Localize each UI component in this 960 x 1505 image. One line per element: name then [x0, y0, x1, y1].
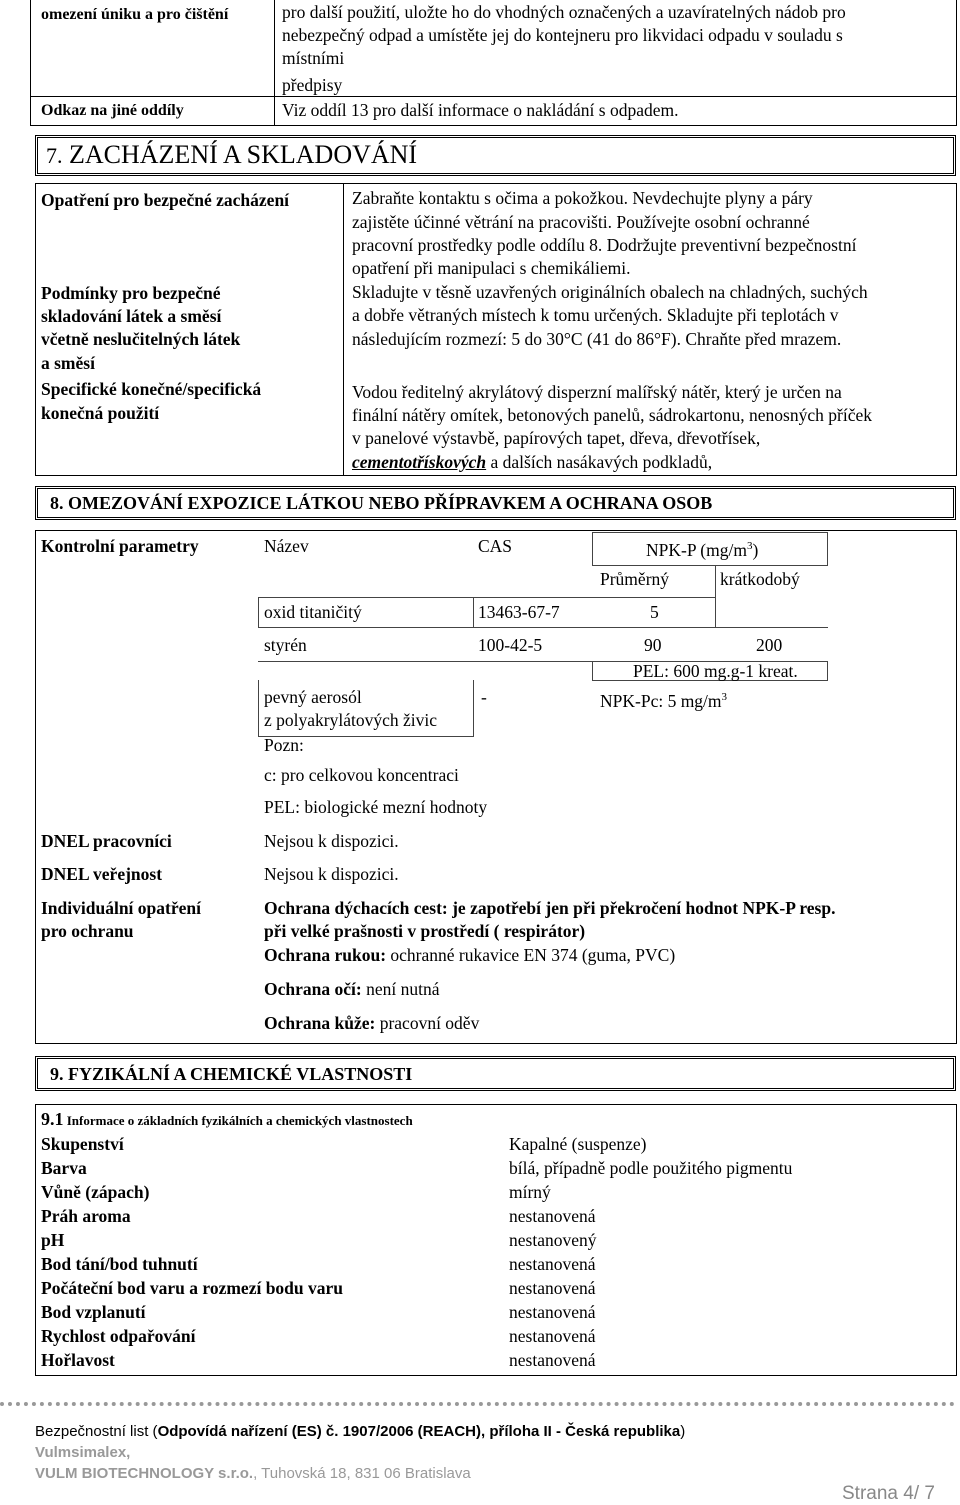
- substance-2-short: 200: [756, 635, 783, 655]
- note-pel: PEL: biologické mezní hodnoty: [264, 797, 488, 817]
- section7-uses-line-4: [352, 451, 712, 474]
- footer-company-line: [35, 1464, 471, 1484]
- section7-label-storage-2: skladování látek a směsí: [41, 306, 222, 326]
- footer-address: , Tuhovská 18, 831 06 Bratislava: [253, 1465, 471, 1482]
- section7-label-handling: Opatření pro bezpečné zacházení: [41, 190, 290, 210]
- hands-value: ochranné rukavice EN 374 (guma, PVC): [386, 945, 676, 965]
- col-npk-sup: 3: [746, 540, 753, 552]
- section7-handling-line-3: pracovní prostředky podle oddílu 8. Dodržujte preventivní bezpečnostní: [352, 235, 857, 255]
- section7-label-storage-4: a směsí: [41, 353, 95, 373]
- hands-protection: [264, 944, 675, 967]
- footer-suffix: ): [680, 1423, 686, 1440]
- section6-text-line-2: nebezpečný odpad a umístěte jej do kontejneru pro likvidaci odpadu v souladu s: [282, 25, 843, 45]
- section9-sub-text: Informace o základních fyzikálních a chemických vlastnostech: [63, 1113, 413, 1128]
- section6-row-divider: [30, 96, 957, 97]
- aerosol-npk-text: NPK-Pc: 5 mg/m: [600, 690, 722, 711]
- avg-col-line: [715, 566, 716, 628]
- section7-uses-rest: a dalších nasákavých podkladů,: [486, 452, 713, 472]
- dnel-public-label: DNEL veřejnost: [41, 864, 163, 884]
- section7-heading-number: 7.: [46, 143, 63, 168]
- property-label: pH: [41, 1230, 65, 1250]
- skin-value: pracovní oděv: [375, 1013, 480, 1033]
- section6-label-containment: omezení úniku a pro čištění: [41, 6, 229, 23]
- col-avg-header: Průměrný: [600, 569, 670, 589]
- property-value: nestanovená: [509, 1326, 596, 1346]
- section9-sub-number: 9.1: [41, 1109, 64, 1129]
- aerosol-name-col-line: [258, 680, 259, 737]
- eyes-value: není nutná: [361, 979, 440, 999]
- aerosol-npk: [600, 686, 727, 713]
- control-parameters-label: Kontrolní parametry: [41, 536, 199, 556]
- section7-uses-line-3: v panelové výstavbě, papírových tapet, dřeva, dřevotřísek,: [352, 428, 761, 448]
- section7-label-storage-1: Podmínky pro bezpečné: [41, 283, 221, 303]
- substance-2-cas: 100-42-5: [478, 635, 543, 655]
- section6-label-references: Odkaz na jiné oddíly: [41, 102, 184, 119]
- property-label: Vůně (zápach): [41, 1182, 150, 1202]
- avg-row-line: [592, 597, 716, 598]
- section6-divider: [274, 0, 275, 126]
- substance-2-avg: 90: [644, 635, 662, 655]
- cas-col-line: [473, 597, 474, 628]
- col-npk-header: [646, 535, 758, 562]
- property-value: Kapalné (suspenze): [509, 1134, 647, 1154]
- section7-label-uses-2: konečná použití: [41, 403, 160, 423]
- pel-col-line-right: [827, 661, 828, 681]
- property-value: nestanovená: [509, 1278, 596, 1298]
- property-label: Bod tání/bod tuhnutí: [41, 1254, 198, 1274]
- property-value: mírný: [509, 1182, 551, 1202]
- respiratory-line-1: Ochrana dýchacích cest: je zapotřebí jen při překročení hodnot NPK-P resp.: [264, 898, 836, 918]
- footer-regulation: Odpovídá nařízení (ES) č. 1907/2006 (REACH), příloha II - Česká republika: [157, 1423, 681, 1440]
- col-name-header: Název: [264, 536, 309, 556]
- property-label: Počáteční bod varu a rozmezí bodu varu: [41, 1278, 344, 1298]
- substance-1-avg: 5: [650, 602, 659, 622]
- section9-subheading: [41, 1108, 413, 1132]
- dnel-public-value: Nejsou k dispozici.: [264, 864, 399, 884]
- section6-text-line-3: místními: [282, 48, 345, 68]
- section7-label-uses-1: Specifické konečné/specifická: [41, 379, 262, 399]
- note-title: Pozn:: [264, 735, 304, 755]
- property-value: nestanovená: [509, 1350, 596, 1370]
- substance-1-cas: 13463-67-7: [478, 602, 560, 622]
- section7-handling-line-2: zajistěte účinné větrání na pracovišti. Používejte osobní ochranné: [352, 212, 810, 232]
- section7-heading: [46, 140, 417, 171]
- dnel-workers-label: DNEL pracovníci: [41, 831, 172, 851]
- property-label: Rychlost odpařování: [41, 1326, 196, 1346]
- property-value: nestanovený: [509, 1230, 597, 1250]
- col-npk-close: ): [752, 539, 759, 560]
- section7-handling-line-4: opatření při manipulaci s chemikáliemi.: [352, 258, 631, 278]
- section7-uses-underlined: cementotřískových: [352, 452, 487, 472]
- property-value: bílá, případně podle použitého pigmentu: [509, 1158, 793, 1178]
- page-number: Strana 4/ 7: [842, 1483, 935, 1504]
- property-label: Práh aroma: [41, 1206, 131, 1226]
- section7-uses-line-2: finální nátěry omítek, betonových panelů, sádrokartonu, nenosných příček: [352, 405, 872, 425]
- footer-line-1: [35, 1422, 685, 1442]
- name-col-line: [258, 597, 259, 628]
- substance-2-name: styrén: [264, 635, 307, 655]
- substance-1-name: oxid titaničitý: [264, 602, 362, 622]
- aerosol-npk-sup: 3: [721, 691, 728, 703]
- section7-label-storage-3: včetně neslučitelných látek: [41, 329, 241, 349]
- titan-row-line-2: [258, 627, 828, 628]
- pel-note: PEL: 600 mg.g-1 kreat.: [633, 661, 798, 681]
- eyes-protection: [264, 978, 439, 1001]
- aerosol-name-2: z polyakrylátových živic: [264, 710, 437, 730]
- footer-company: VULM BIOTECHNOLOGY s.r.o.: [35, 1465, 254, 1482]
- respiratory-line-2: při velké prašnosti v prostředí ( respirátor): [264, 921, 586, 941]
- section8-heading: 8. OMEZOVÁNÍ EXPOZICE LÁTKOU NEBO PŘÍPRAVKEM A OCHRANA OSOB: [50, 493, 713, 513]
- aerosol-name-1: pevný aerosól: [264, 687, 362, 707]
- section6-text-line-4: předpisy: [282, 75, 343, 95]
- section7-heading-text: ZACHÁZENÍ A SKLADOVÁNÍ: [69, 140, 418, 169]
- aerosol-col-line: [473, 680, 474, 737]
- skin-label: Ochrana kůže:: [264, 1013, 376, 1033]
- dnel-workers-value: Nejsou k dispozici.: [264, 831, 399, 851]
- footer-dotted-rule: [0, 1402, 955, 1406]
- section6-text-line-1: pro další použití, uložte ho do vhodných označených a uzavíratelných nádob pro: [282, 2, 846, 22]
- property-value: nestanovená: [509, 1302, 596, 1322]
- col-npk-text: NPK-P (mg/m: [646, 539, 747, 560]
- skin-protection: [264, 1012, 479, 1035]
- col-short-header: krátkodobý: [720, 569, 800, 589]
- footer-product: Vulmsimalex,: [35, 1444, 131, 1461]
- section7-divider: [343, 183, 344, 476]
- footer-prefix: Bezpečnostní list (: [35, 1423, 158, 1440]
- property-label: Skupenství: [41, 1134, 124, 1154]
- protection-label-1: Individuální opatření: [41, 898, 201, 918]
- section7-uses-line-1: Vodou ředitelný akrylátový disperzní malířský nátěr, který je určen na: [352, 382, 842, 402]
- note-c: c: pro celkovou koncentraci: [264, 765, 459, 785]
- section7-storage-line-1: Skladujte v těsně uzavřených originálních obalech na chladných, suchých: [352, 282, 868, 302]
- property-label: Hořlavost: [41, 1350, 115, 1370]
- col-cas-header: CAS: [478, 536, 513, 556]
- titan-row-line-1: [258, 597, 593, 598]
- section7-handling-line-1: Zabraňte kontaktu s očima a pokožkou. Nevdechujte plyny a páry: [352, 188, 813, 208]
- section9-heading: 9. FYZIKÁLNÍ A CHEMICKÉ VLASTNOSTI: [50, 1064, 413, 1084]
- property-value: nestanovená: [509, 1254, 596, 1274]
- pel-col-line-left: [592, 661, 593, 681]
- eyes-label: Ochrana očí:: [264, 979, 362, 999]
- aerosol-cas: -: [481, 687, 487, 707]
- property-label: Barva: [41, 1158, 87, 1178]
- property-label: Bod vzplanutí: [41, 1302, 146, 1322]
- section7-storage-line-3: následujícím rozmezí: 5 do 30°C (41 do 86°F). Chraňte před mrazem.: [352, 329, 842, 349]
- section7-storage-line-2: a dobře větraných místech k tomu určených. Skladujte při teplotách v: [352, 305, 839, 325]
- protection-label-2: pro ochranu: [41, 921, 134, 941]
- section6-references-text: Viz oddíl 13 pro další informace o nakládání s odpadem.: [282, 100, 679, 120]
- hands-label: Ochrana rukou:: [264, 945, 387, 965]
- property-value: nestanovená: [509, 1206, 596, 1226]
